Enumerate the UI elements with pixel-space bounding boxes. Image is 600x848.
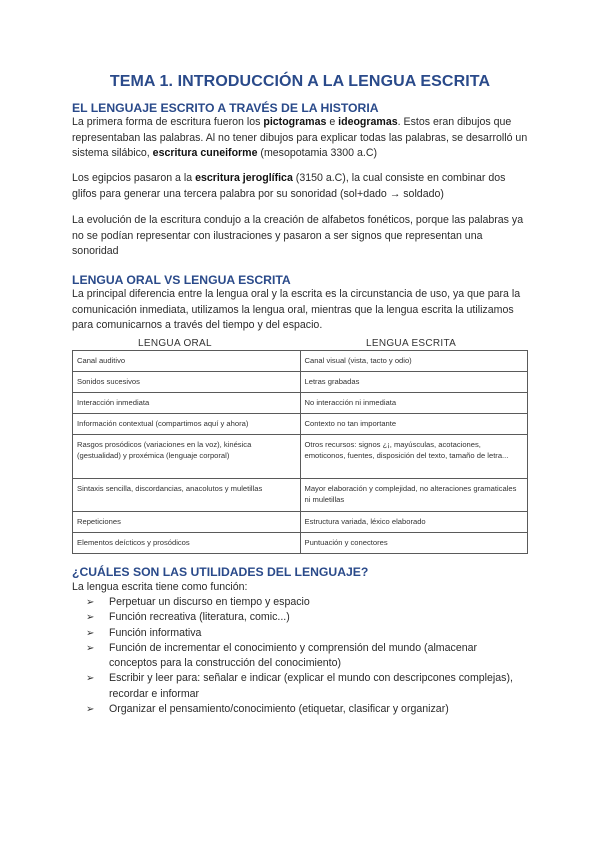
arrow-bullet-icon: ➢ [86, 673, 95, 685]
table-row [73, 435, 528, 479]
list-item [86, 641, 526, 672]
list-item [86, 702, 526, 717]
paragraph-history-3: La evolución de la escritura condujo a la creación de alfabetos fonéticos, porque las palabras ya no se podían representar con ilustraciones y pasaron a ser signos que representan una sonoridad [72, 214, 524, 258]
table-row [73, 351, 528, 372]
table-cell-oral: Información contextual (compartimos aquí y ahora) [73, 414, 301, 435]
list-item-text: Función recreativa (literatura, comic...) [109, 611, 290, 624]
arrow-bullet-icon: ➢ [86, 627, 95, 639]
table-cell-escrita: Contexto no tan importante [300, 414, 528, 435]
text-run: (3150 a.C), la cual consiste en combinar dos glifos para generar una tercera palabra por su sonoridad (sol+dado → soldado) [72, 172, 506, 200]
table-row [73, 414, 528, 435]
table-cell-escrita: Otros recursos: signos ¿¡, mayúsculas, acotaciones, emoticonos, fuentes, disposición del texto, tamaño de letra... [300, 435, 528, 479]
table-cell-escrita: Estructura variada, léxico elaborado [300, 512, 528, 533]
table-cell-oral: Canal auditivo [73, 351, 301, 372]
bold-term-cuneiforme: escritura cuneiforme [152, 147, 258, 160]
list-item-text: Organizar el pensamiento/conocimiento (etiquetar, clasificar y organizar) [109, 703, 449, 716]
table-cell-oral: Elementos deícticos y prosódicos [73, 533, 301, 554]
paragraph-utilities-intro: La lengua escrita tiene como función: [72, 581, 248, 593]
table-cell-oral: Repeticiones [73, 512, 301, 533]
text-run: . Estos eran dibujos que representaban las palabras. Al no tener dibujos para explicar todas las palabras, se desarrolló un sistema silábico, [72, 116, 528, 160]
bold-term-jeroglifica: escritura jeroglífica [195, 172, 293, 184]
list-item [86, 626, 526, 641]
comparison-table [72, 350, 528, 554]
list-item [86, 671, 526, 702]
table-cell-oral: Interacción inmediata [73, 393, 301, 414]
table-cell-oral: Sonidos sucesivos [73, 372, 301, 393]
table-cell-escrita: Mayor elaboración y complejidad, no alteraciones gramaticales ni muletillas [300, 479, 528, 512]
list-item-text: Función informativa [109, 626, 202, 639]
table-row [73, 479, 528, 512]
table-cell-oral: Rasgos prosódicos (variaciones en la voz), kinésica (gestualidad) y proxémica (lenguaje corporal) [73, 435, 301, 479]
table-row [73, 533, 528, 554]
section-heading-history: EL LENGUAJE ESCRITO A TRAVÉS DE LA HISTORIA [72, 101, 379, 115]
table-row [73, 372, 528, 393]
paragraph-history-1 [72, 115, 528, 162]
bold-term-ideogramas: ideogramas [338, 116, 398, 128]
table-cell-escrita: Canal visual (vista, tacto y odio) [300, 351, 528, 372]
page-title: TEMA 1. INTRODUCCIÓN A LA LENGUA ESCRITA [109, 73, 491, 90]
table-cell-oral: Sintaxis sencilla, discordancias, anacolutos y muletillas [73, 479, 301, 512]
text-run: (mesopotamia 3300 a.C) [257, 147, 378, 160]
column-header-oral: LENGUA ORAL [138, 338, 212, 349]
arrow-bullet-icon: ➢ [86, 704, 95, 716]
arrow-bullet-icon: ➢ [86, 612, 95, 624]
paragraph-oral-vs-written: La principal diferencia entre la lengua oral y la escrita es la circunstancia de uso, ya que para la comunicación inmediata, utilizamos la lengua oral, mientras que la lengua escrita la utilizamos para comunicarnos a través del tiempo y del espacio. [72, 288, 521, 332]
section-heading-utilities: ¿CUÁLES SON LAS UTILIDADES DEL LENGUAJE? [72, 565, 369, 579]
table-row [73, 512, 528, 533]
bold-term-pictogramas: pictogramas [263, 116, 327, 128]
arrow-bullet-icon: ➢ [86, 642, 95, 654]
list-item-text: Escribir y leer para: señalar e indicar (explicar el mundo con descripcones complejas), recordar e informar [109, 672, 513, 700]
table-row [73, 393, 528, 414]
paragraph-history-2 [72, 171, 528, 202]
column-header-escrita: LENGUA ESCRITA [366, 338, 457, 349]
list-item [86, 610, 526, 625]
list-item [86, 595, 526, 610]
text-run: e [326, 116, 339, 128]
table-cell-escrita: No interacción ni inmediata [300, 393, 528, 414]
list-item-text: Perpetuar un discurso en tiempo y espacio [109, 596, 310, 608]
text-run: Los egipcios pasaron a la [72, 172, 196, 184]
section-heading-oral-vs-written: LENGUA ORAL VS LENGUA ESCRITA [72, 273, 291, 287]
utilities-list [86, 595, 526, 717]
text-run: La primera forma de escritura fueron los [72, 116, 264, 128]
list-item-text: Función de incrementar el conocimiento y comprensión del mundo (almacenar conceptos para la construcción del conocimiento) [109, 641, 478, 670]
table-cell-escrita: Letras grabadas [300, 372, 528, 393]
table-cell-escrita: Puntuación y conectores [300, 533, 528, 554]
arrow-bullet-icon: ➢ [86, 597, 95, 608]
